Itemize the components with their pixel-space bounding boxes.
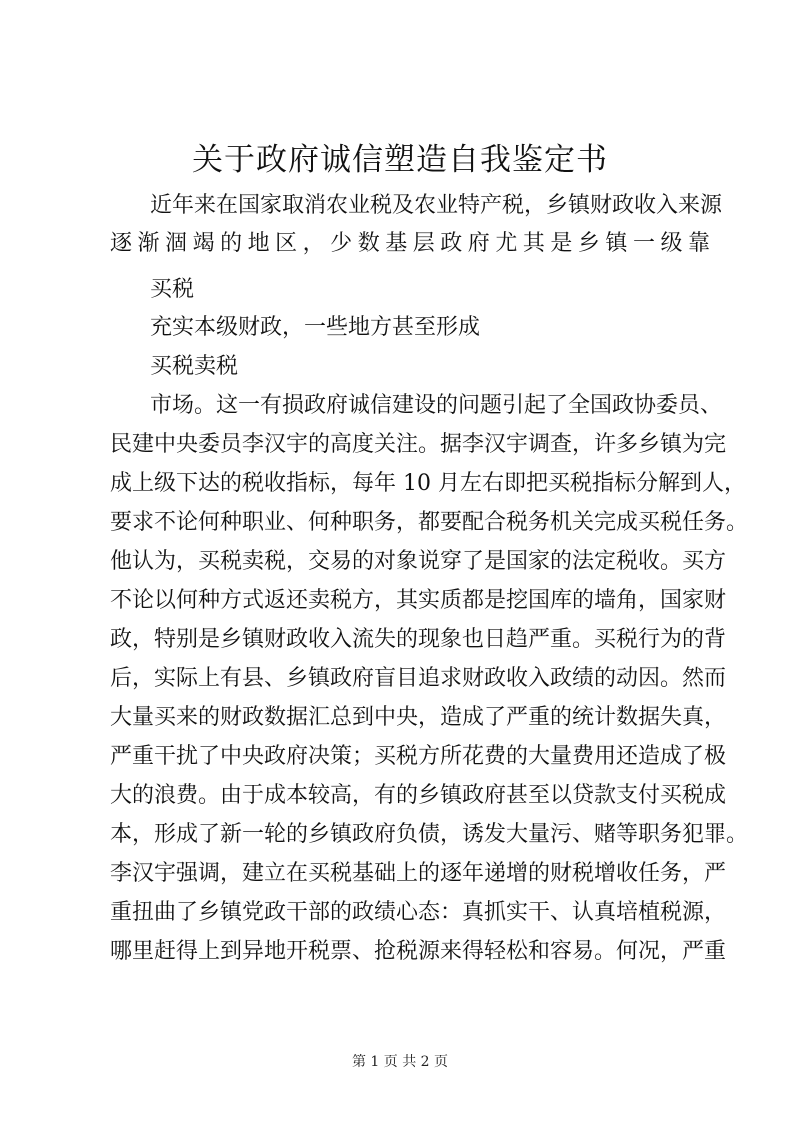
paragraph-line: 买税 [150, 277, 195, 302]
paragraph-line: 要求不论何种职业、何种职务，都要配合税务机关完成买税任务。 [110, 510, 749, 535]
paragraph-line: 买税卖税 [150, 354, 239, 379]
paragraph-line: 逐渐涸竭的地区，少数基层政府尤其是乡镇一级靠 [110, 231, 710, 256]
paragraph-line: 成上级下达的税收指标，每年 10 月左右即把买税指标分解到人， [110, 471, 746, 496]
document-title: 关于政府诚信塑造自我鉴定书 [192, 142, 608, 178]
paragraph-line: 市场。这一有损政府诚信建设的问题引起了全国政协委员、 [150, 393, 723, 418]
page-number-footer: 第 1 页 共 2 页 [351, 1054, 449, 1070]
paragraph-line: 李汉宇强调，建立在买税基础上的逐年递增的财税增收任务，严 [110, 861, 727, 886]
paragraph-line: 民建中央委员李汉宇的高度关注。据李汉宇调查，许多乡镇为完 [110, 432, 727, 457]
paragraph-line: 近年来在国家取消农业税及农业特产税，乡镇财政收入来源 [150, 193, 723, 218]
paragraph-line: 后，实际上有县、乡镇政府盲目追求财政收入政绩的动因。然而 [110, 666, 727, 691]
paragraph-line: 政，特别是乡镇财政收入流失的现象也日趋严重。买税行为的背 [110, 627, 727, 652]
paragraph-line: 重扭曲了乡镇党政干部的政绩心态：真抓实干、认真培植税源， [110, 900, 727, 925]
paragraph-line: 严重干扰了中央政府决策；买税方所花费的大量费用还造成了极 [110, 744, 727, 769]
paragraph-line: 他认为，买税卖税，交易的对象说穿了是国家的法定税收。买方 [110, 549, 727, 574]
paragraph-line: 不论以何种方式返还卖税方，其实质都是挖国库的墙角，国家财 [110, 588, 727, 613]
paragraph-line: 充实本级财政，一些地方甚至形成 [150, 315, 481, 340]
paragraph-line: 本，形成了新一轮的乡镇政府负债，诱发大量污、赌等职务犯罪。 [110, 822, 749, 847]
paragraph-line: 大的浪费。由于成本较高，有的乡镇政府甚至以贷款支付买税成 [110, 783, 727, 808]
paragraph-line: 哪里赶得上到异地开税票、抢税源来得轻松和容易。何况，严重 [110, 939, 727, 964]
paragraph-line: 大量买来的财政数据汇总到中央，造成了严重的统计数据失真， [110, 705, 727, 730]
